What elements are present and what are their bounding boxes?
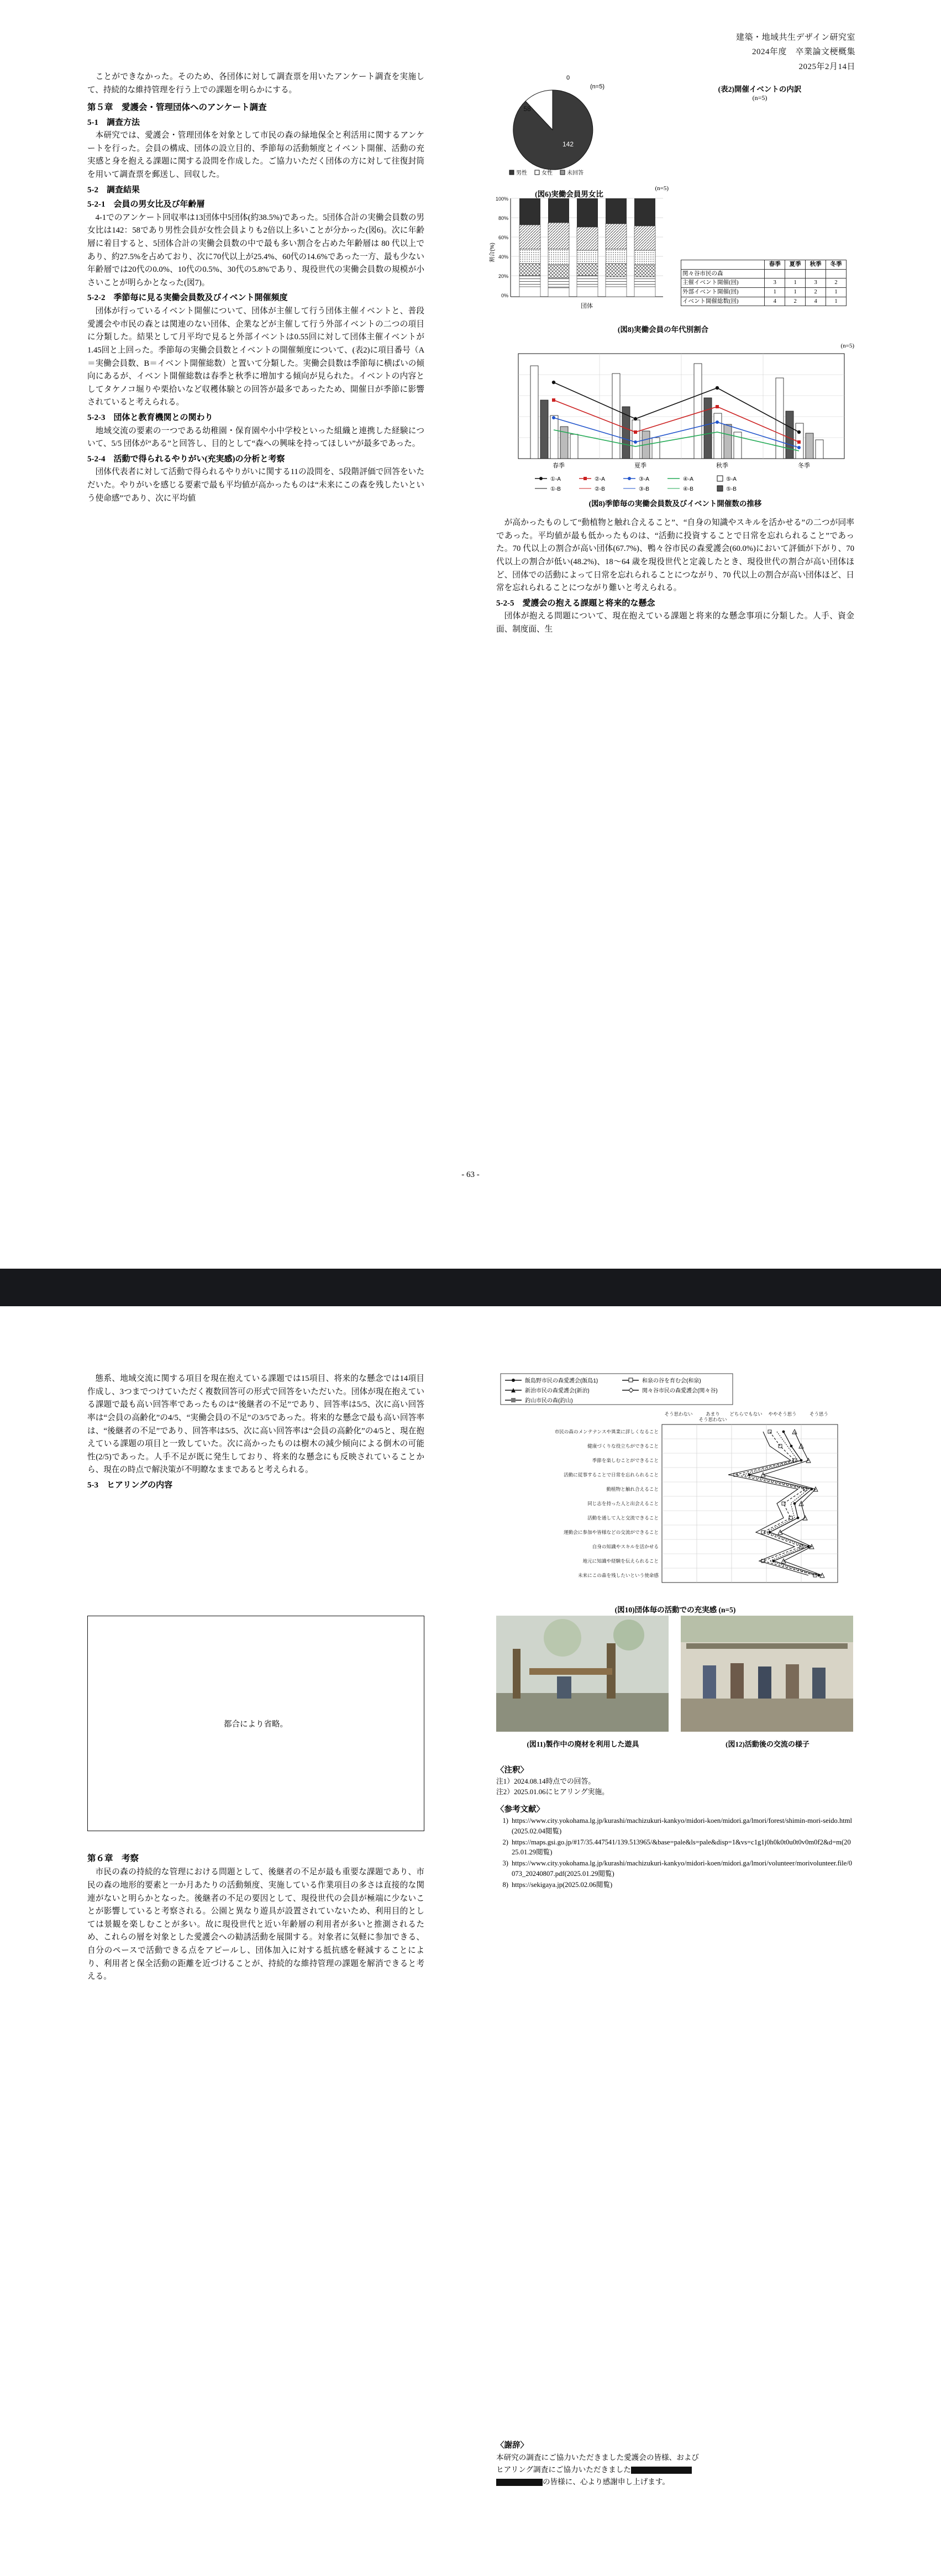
row-label: イベント開催総数(回) (681, 297, 765, 306)
svg-text:活動に従事することで日常を忘れられること: 活動に従事することで日常を忘れられること (564, 1472, 659, 1478)
svg-text:ややそう思う: ややそう思う (768, 1411, 797, 1417)
paragraph: 4-1でのアンケート回収率は13団体中5団体(約38.5%)であった。5団体合計の実働会員数の男女比は142：58であり男性会員が女性会員よりも2倍以上多いことが分かった(図6)。次に年齢層に着目すると、5団体合計の実働会員数の中で最も多い割合を占めた年齢層は 80 代以上であり、約27.5%を占めており、次に70代以上が25.4%、60代の14.6%であった一方、最も少ない年齢層では20代の0.0%、10代の0.5%、30代の5.8%であり、現役世代の実働会員数の規模が小さいことが明らかとなった(図7)。 (87, 213, 424, 287)
table-row (681, 287, 847, 297)
table-2-grid (681, 260, 847, 306)
subheading-5-2: 5-2 調査結果 (87, 185, 140, 194)
photo-11-svg (496, 1616, 669, 1732)
reference-list (496, 1816, 854, 1890)
acknowledgement-line: の皆様に、心より感謝申し上げます。 (543, 2477, 670, 2486)
section-heading-chapter6: 第６章 考察 (87, 1854, 139, 1863)
subheading-5-2-2: 5-2-2 季節毎に見る実働会員数及びイベント開催頻度 (87, 293, 288, 303)
header-date: 2025年2月14日 (798, 62, 855, 71)
table-corner (681, 260, 765, 270)
sheet-one (0, 0, 941, 1269)
svg-text:⑤-B: ⑤-B (726, 486, 737, 492)
reference-item (496, 1816, 854, 1836)
figure-7-note: (n=5) (655, 185, 669, 192)
page-separator-band (0, 1269, 941, 1306)
svg-text:冬季: 冬季 (798, 462, 810, 469)
figure-6-pie (486, 72, 652, 200)
left-column-body (87, 71, 424, 506)
figure-8-caption: (図8)季節毎の実働会員数及びイベント開催数の推移 (588, 500, 762, 508)
svg-text:秋季: 秋季 (716, 462, 728, 469)
subheading-5-2-1: 5-2-1 会員の男女比及び年齢層 (87, 200, 205, 209)
svg-text:女性: 女性 (542, 170, 553, 176)
figure-7-caption-block (497, 323, 829, 335)
svg-text:80%: 80% (498, 215, 508, 221)
svg-text:健康づくりな役立ちができること: 健康づくりな役立ちができること (587, 1443, 659, 1449)
figure-8-line (496, 343, 854, 509)
svg-text:58: 58 (523, 105, 531, 113)
acknowledgement-block (496, 2433, 854, 2488)
redaction-bar (631, 2467, 692, 2474)
col-spring: 春季 (765, 260, 785, 270)
references-heading: 〈参考文献〉 (496, 1805, 544, 1815)
svg-text:同じ志を持った人と出会えること: 同じ志を持った人と出会えること (587, 1501, 659, 1506)
figure-7-svg (486, 192, 674, 324)
table-2-caption-block (671, 83, 848, 102)
paragraph: 本研究では、愛護会・管理団体を対象として市民の森の緑地保全と利活用に関するアンケートを行った。会員の構成、団体の設立目的、季節毎の活動頻度とイベント開催、活動の充実感と身を抱える課題に関する設問を作成した。ご協力いただく団体の方に対して往復封筒を用いて調査票を郵送し、回収した。 (87, 131, 424, 179)
svg-text:男性: 男性 (516, 170, 527, 176)
acknowledgement-heading: 〈謝辞〉 (496, 2441, 528, 2450)
figure-10-caption (496, 1605, 854, 1616)
subheading-5-2-5: 5-2-5 愛護会の抱える課題と将来的な懸念 (496, 598, 655, 608)
svg-text:20%: 20% (498, 274, 508, 279)
paragraph: 市民の森の持続的な管理における問題として、後継者の不足が最も重要な課題であり、市民の森の地形的要素と一か月あたりの活動頻度、実施している作業項目の多さは直接的な関連がないと明らかとなった。後継者の不足の要因として、現役世代の会員が極端に少ないことが影響していると考察される。公園と異なり遊具が設置されていないため、利用目的としては景観を楽しむことが多い。故に現役世代と近い年齢層の利用者が多いと推測されるため、これらの層を対象とした愛護会への勧誘活動を展開する。対象者に気軽に参加できる、自分のペースで活動できる点をアピールし、団体加入に対する抵抗感を軽減することにより、利用者と保全活動の距離を近づけることが、持続的な維持管理の課題を解消できると考える。 (87, 1868, 424, 1981)
cell (826, 269, 847, 278)
svg-text:60%: 60% (498, 235, 508, 240)
svg-text:①-A: ①-A (550, 476, 561, 482)
table-header-row (681, 260, 847, 270)
left-column-body-2 (87, 1373, 424, 1492)
figure-6-caption: (図6)実働会員男女比 (535, 190, 603, 198)
subheading-5-3: 5-3 ヒアリングの内容 (87, 1481, 173, 1490)
cell: 1 (785, 278, 806, 288)
svg-text:0: 0 (566, 75, 570, 81)
svg-text:100%: 100% (495, 196, 508, 202)
left-column-body-3 (87, 1848, 424, 1984)
svg-text:新治市民の森愛護会(新治): 新治市民の森愛護会(新治) (525, 1388, 590, 1394)
table-2 (681, 260, 847, 306)
reference-item (496, 1858, 854, 1879)
reference-text: https://sekigaya.jp(2025.02.06閲覧) (512, 1880, 613, 1889)
paragraph: 団体が行っているイベント開催について、団体が主催して行う団体主催イベントと、普段愛護会や市民の森とは関連のない団体、企業などが主催して行う外部イベントの二つの項目に分類した。結果として月平均で見ると外部イベントは0.55回に対して団体主催イベントが1.45回と上回った。季節毎の実働会員数とイベントの開催頻度について、(表2)に項目番号（A＝実働会員数、B＝イベント開催総数）と置いて分類した。実働会員数は季節毎に横ばいの傾向にあるが、イベント開催総数は春季と秋季に増加する傾向が見られた。イベントの内容としてタケノコ堀りや栗拾いなど収穫体験との回答が最多であったため、開催日が季節に影響されていると考えられる。 (87, 306, 424, 407)
figure-10-chart (496, 1371, 854, 1616)
paragraph: 団体代表者に対して活動で得られるやりがいに関する11の設問を、5段階評価で回答をいただいた。やりがいを感じる要素で最も平均値が高かったものは“未来にこの森を残したいという使命感”であり、次に平均値 (87, 467, 424, 503)
cell: 4 (765, 297, 785, 306)
cell: 2 (785, 297, 806, 306)
svg-text:③-B: ③-B (639, 486, 649, 492)
photo-12-svg (681, 1616, 853, 1732)
figure-10-note: (n=5) (718, 1606, 736, 1614)
acknowledgement-line-redacted-2 (496, 2476, 854, 2488)
cell (785, 269, 806, 278)
svg-text:142: 142 (562, 140, 574, 148)
cell: 1 (826, 297, 847, 306)
subheading-5-2-4: 5-2-4 活動で得られるやりがい(充実感)の分析と考察 (87, 454, 285, 464)
svg-text:釣山市民の森(釣山): 釣山市民の森(釣山) (525, 1398, 573, 1404)
row-label: 関々谷市民の森 (681, 269, 765, 278)
cell (765, 269, 785, 278)
note-item: 注2）2025.01.06にヒアリング実施。 (496, 1788, 609, 1796)
svg-text:どちらでもない: どちらでもない (729, 1411, 763, 1417)
omitted-content-box (87, 1616, 424, 1831)
table-row (681, 278, 847, 288)
header-year: 2024年度 卒業論文梗概集 (751, 48, 855, 57)
cell: 3 (765, 278, 785, 288)
figure-12-caption: (図12)活動後の交流の様子 (726, 1740, 809, 1748)
svg-text:季節を楽しむことができること: 季節を楽しむことができること (592, 1458, 659, 1463)
figure-8-note: (n=5) (840, 343, 854, 349)
svg-text:動植物と触れ合えること: 動植物と触れ合えること (606, 1486, 659, 1492)
subheading-5-1: 5-1 調査方法 (87, 118, 140, 127)
paragraph: 地域交流の要素の一つである幼稚園・保育園や小中学校といった組織と連携した経験について、5/5 団体が“ある”と回答し、目的として“森への興味を持ってほしい”が最多であった。 (87, 426, 424, 449)
reference-number: 2) (502, 1838, 508, 1846)
figure-7-xlabel: 団体 (581, 303, 593, 309)
acknowledgement-line: ヒアリング調査にご協力いただきました (496, 2465, 631, 2474)
cell: 2 (826, 278, 847, 288)
sheet-two (0, 1306, 941, 2576)
photo-figure-11 (496, 1616, 669, 1732)
svg-text:未来にこの森を残したいという使命感: 未来にこの森を残したいという使命感 (577, 1573, 659, 1578)
right-column-body (496, 517, 854, 637)
col-winter: 冬季 (826, 260, 847, 270)
redaction-bar (496, 2479, 543, 2486)
figure-7-caption: (図8)実働会員の年代別割合 (617, 325, 709, 334)
acknowledgement-line-redacted (496, 2464, 854, 2476)
svg-text:割合(%): 割合(%) (490, 243, 496, 262)
svg-text:(n=5): (n=5) (590, 83, 604, 90)
col-summer: 夏季 (785, 260, 806, 270)
subheading-5-2-3: 5-2-3 団体と教育機関との関わり (87, 413, 213, 423)
table-row (681, 297, 847, 306)
table-2-note: (n=5) (752, 94, 767, 102)
svg-text:運動会に参加や皆様などの交流ができること: 運動会に参加や皆様などの交流ができること (564, 1529, 659, 1535)
omitted-content-text: 都合により省略。 (224, 1720, 288, 1729)
svg-text:そう思わない: そう思わない (664, 1411, 693, 1417)
figure-10-caption-text: (図10)団体毎の活動での充実感 (614, 1606, 717, 1614)
svg-text:①-B: ①-B (550, 486, 561, 492)
cell: 4 (806, 297, 826, 306)
table-2-caption: (表2)開催イベントの内訳 (718, 85, 802, 93)
figure-7-bar (486, 185, 674, 324)
cell: 3 (806, 278, 826, 288)
svg-text:飯島野市民の森愛護会(飯島1): 飯島野市民の森愛護会(飯島1) (525, 1378, 598, 1384)
svg-text:⑤-A: ⑤-A (726, 476, 737, 482)
svg-text:地元に知識や経験を伝えられること: 地元に知識や経験を伝えられること (582, 1558, 659, 1564)
paragraph: 団体が抱える問題について、現在抱えている課題と将来的な懸念事項に分類した。人手、資金面、制度面、生 (496, 612, 854, 634)
figure-6-svg (486, 72, 652, 188)
svg-text:そう思わない: そう思わない (698, 1417, 727, 1422)
svg-text:活動を通して人と交流できること: 活動を通して人と交流できること (587, 1515, 659, 1521)
reference-number: 1) (502, 1817, 508, 1825)
section-heading-chapter5: 第５章 愛護会・管理団体へのアンケート調査 (87, 103, 267, 113)
notes-heading: 〈注釈〉 (496, 1766, 528, 1775)
svg-text:和泉の谷を育む会(和泉): 和泉の谷を育む会(和泉) (642, 1378, 701, 1384)
note-item: 注1）2024.08.14時点での回答。 (496, 1778, 596, 1785)
notes-references-block (496, 1758, 854, 1891)
svg-text:未回答: 未回答 (567, 170, 583, 176)
paragraph: が高かったものして“動植物と触れ合えること”、“自身の知識やスキルを活かせる”の二つが同率であった。平均値が最も低かったものは、“活動に投資することで日常を忘れられること”であった。70 代以上の割合が高い団体(67.7%)、鴨々谷市民の森愛護会(60.0%)において評価が下がり、70 代以上の割合が低い(48.2%)、18～64 歳を現役世代と定義したとき、現役世代の割合が高い団体ほど、団体での活動によって日常を忘れられることにつながり、70 代以上の割合が高い団体ほど、日常を忘れられることにつながり難いと考えられる。 (496, 518, 854, 593)
cell: 1 (785, 287, 806, 297)
reference-text: https://www.city.yokohama.lg.jp/kurashi/machizukuri-kankyo/midori-koen/midori.ga/lmori/forest/shimin-mori-seido.html (2025.02.04閲覧) (512, 1817, 853, 1835)
header-lab: 建築・地域共生デザイン研究室 (736, 33, 855, 42)
figure-11-caption: (図11)製作中の廃材を利用した遊具 (527, 1740, 639, 1748)
svg-text:0%: 0% (501, 293, 508, 298)
reference-text: https://maps.gsi.go.jp/#17/35.447541/139.513965/&base=pale&ls=pale&disp=1&vs=c1g1j0h0k0t0u0t0v0m0f2&d=m(2025.01.29閲覧) (512, 1838, 851, 1857)
cell (806, 269, 826, 278)
cell: 1 (826, 287, 847, 297)
col-autumn: 秋季 (806, 260, 826, 270)
svg-text:③-A: ③-A (639, 476, 649, 482)
svg-text:あまり: あまり (706, 1411, 720, 1417)
svg-text:関々谷市民の森愛護会(関々谷): 関々谷市民の森愛護会(関々谷) (642, 1388, 718, 1394)
reference-number: 3) (502, 1859, 508, 1868)
photo-figure-12 (681, 1616, 853, 1732)
row-label: 主催イベント開催(回) (681, 278, 765, 288)
cell: 2 (806, 287, 826, 297)
figure-10-svg (496, 1371, 854, 1604)
svg-text:自身の知識やスキルを活かせる: 自身の知識やスキルを活かせる (592, 1544, 659, 1549)
paragraph: ことができなかった。そのため、各団体に対して調査票を用いたアンケート調査を実施して、持続的な維持管理を行う上での課題を明らかにする。 (87, 72, 424, 94)
svg-text:夏季: 夏季 (634, 462, 646, 469)
svg-text:②-A: ②-A (595, 476, 605, 482)
page-number: - 63 - (461, 1170, 480, 1179)
svg-text:④-A: ④-A (683, 476, 693, 482)
svg-text:市民の森のメンテナンスや異業に詳しくなること: 市民の森のメンテナンスや異業に詳しくなること (554, 1429, 659, 1434)
table-row (681, 269, 847, 278)
svg-text:そう思う: そう思う (809, 1411, 829, 1417)
svg-text:春季: 春季 (553, 462, 565, 469)
svg-text:②-B: ②-B (595, 486, 605, 492)
photo-captions (496, 1738, 854, 1749)
reference-number: 8) (502, 1880, 508, 1889)
reference-text: https://www.city.yokohama.lg.jp/kurashi/machizukuri-kankyo/midori-koen/midori.ga/lmori/volunteer/morivolunteer.file/0073_20240807.pdf(2025.01.29閲覧) (512, 1859, 853, 1878)
figure-8-svg (496, 349, 854, 497)
paragraph: 態系、地域交流に関する項目を現在抱えている課題では15項目、将来的な懸念では14項目作成し、3つまでつけていただく複数回答可の形式で回答をいただいた。団体が現在抱えている課題で最も高い回答率であったものは“後継者の不足”であり、回答率は5/5、次に高い回答率は“会員の高齢化”の4/5、“実働会員の不足”の3/5であった。将来的な懸念で最も高い回答率は、“後継者の不足”であり、回答率は5/5、次に高い回答率は“会員の高齢化”の4/5と、現在抱えている課題の項目と一致していた。次に高かったものは樹木の減少傾向による倒木の可能性(2/5)であった。人手不足が既に発生しており、将来的な懸念にも反映されていることから、現在の時点で解決策が不明瞭なままであると考えられる。 (87, 1374, 424, 1475)
cell: 1 (765, 287, 785, 297)
reference-item (496, 1837, 854, 1858)
acknowledgement-line: 本研究の調査にご協力いただきました愛護会の皆様、および (496, 2453, 700, 2462)
page-header (736, 30, 855, 74)
svg-text:④-B: ④-B (683, 486, 693, 492)
row-label: 外部イベント開催(回) (681, 287, 765, 297)
reference-item (496, 1880, 854, 1890)
svg-text:40%: 40% (498, 254, 508, 260)
